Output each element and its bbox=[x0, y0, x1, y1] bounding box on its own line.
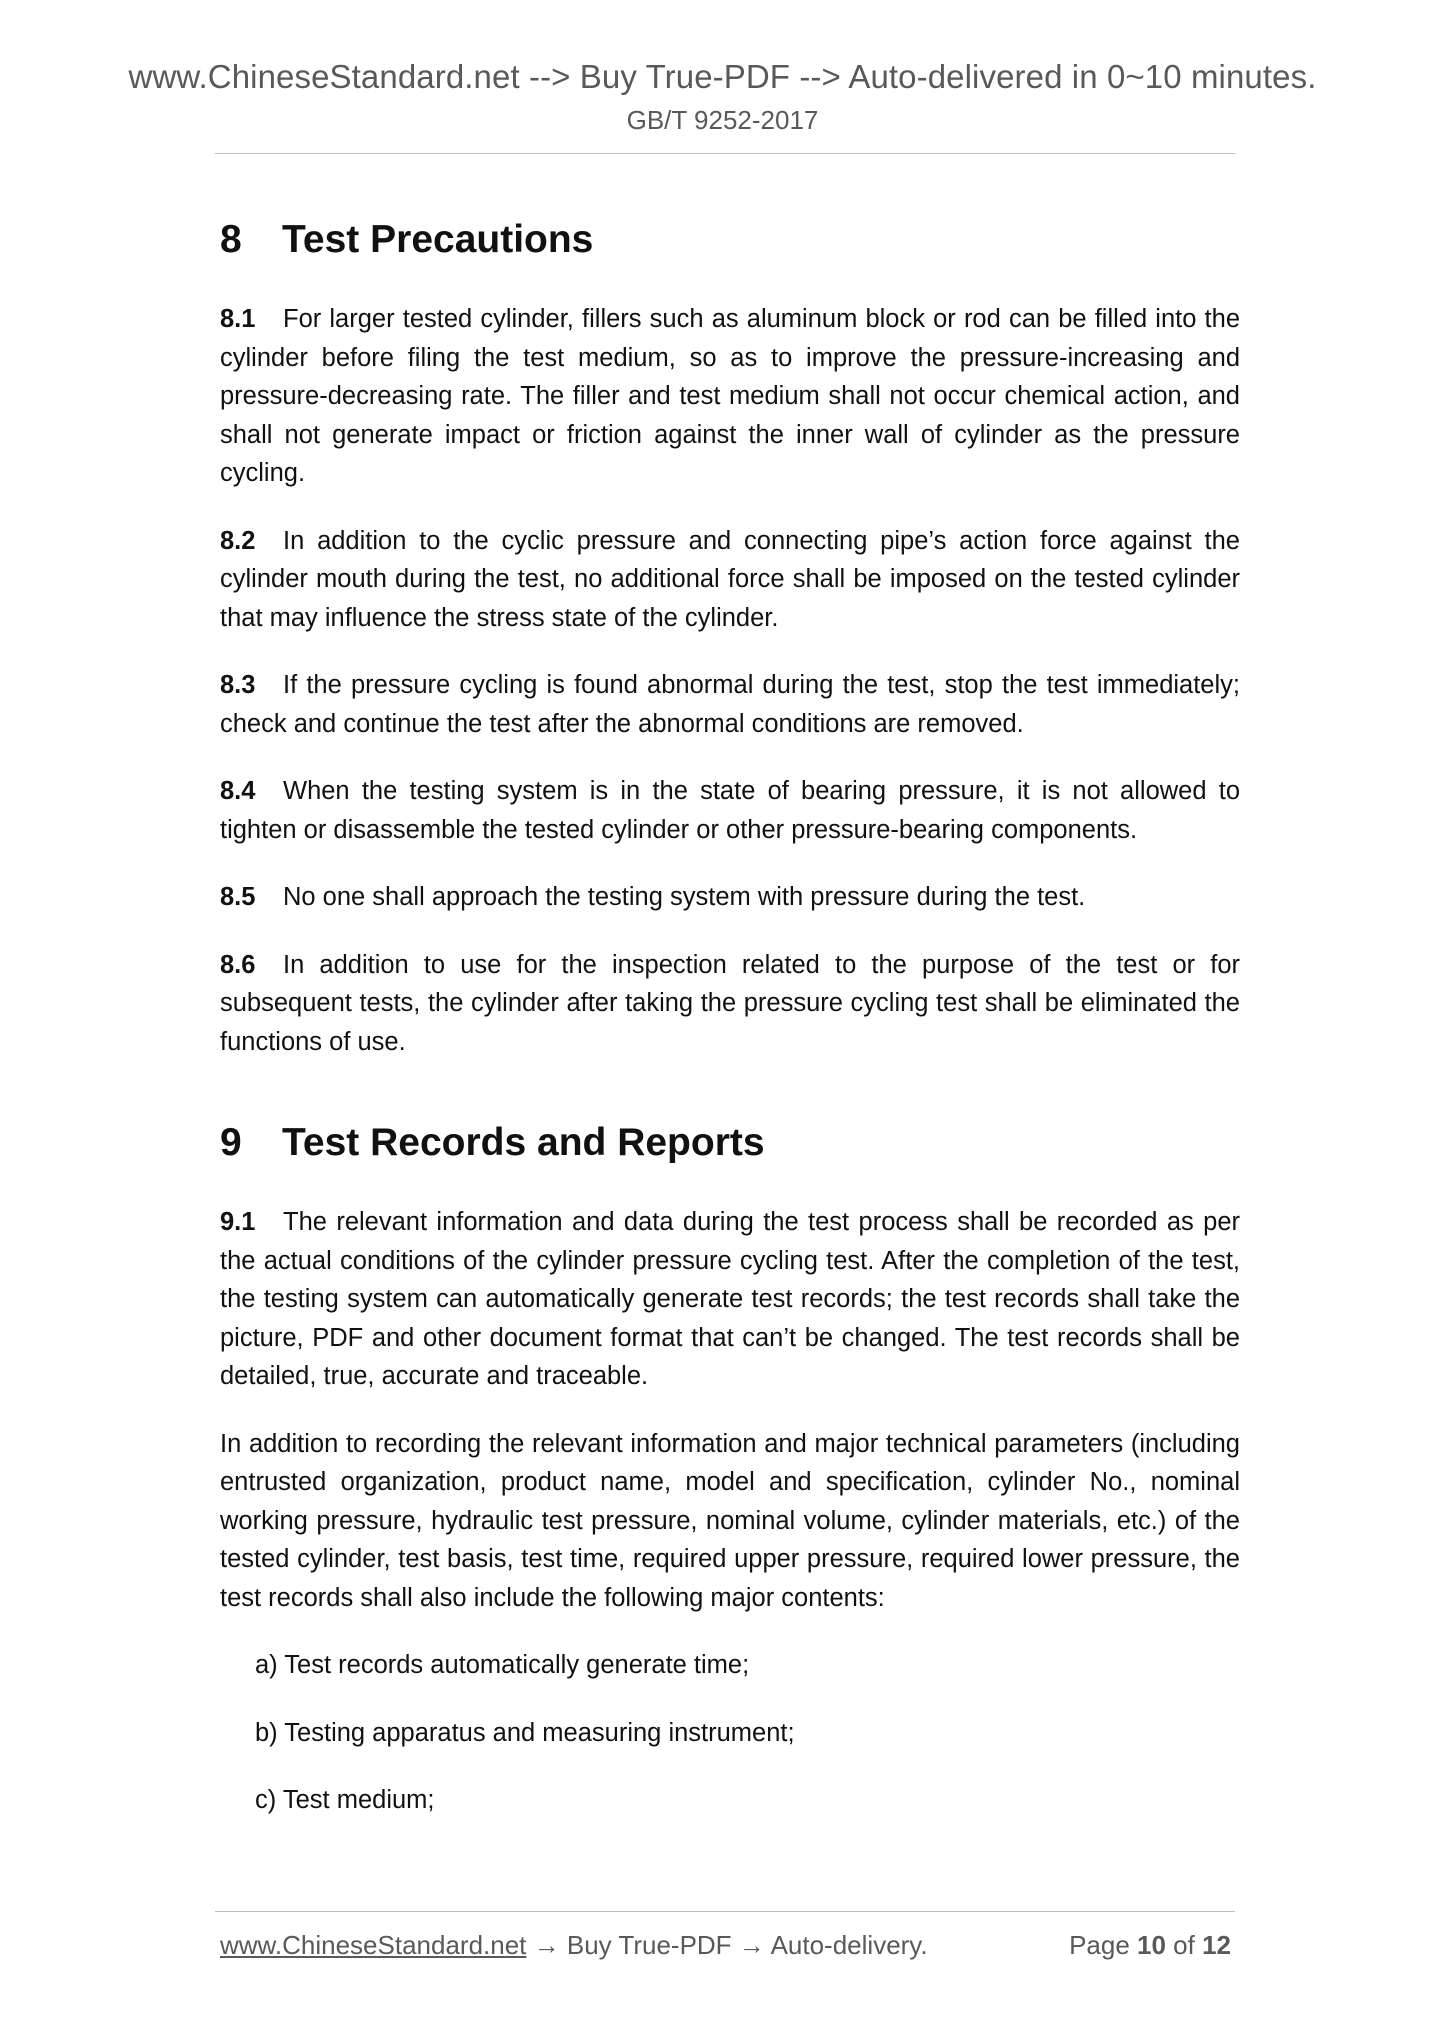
section-9-heading bbox=[220, 1113, 1240, 1173]
section-9-number: 9 bbox=[220, 1121, 242, 1164]
records-paragraph: In addition to recording the relevant information and major technical parameters (including entrusted organization, product name, model and specification, cylinder No., nominal working pressure, hydraulic test pressure, nominal volume, cylinder materials, etc.) of the tested cylinder, test basis, test time, required upper pressure, required lower pressure, the test records shall also include the following major contents: bbox=[220, 1429, 1240, 1612]
clause-8-3 bbox=[220, 666, 1240, 743]
clause-text: No one shall approach the testing system with pressure during the test. bbox=[283, 883, 1086, 911]
clause-8-1 bbox=[220, 300, 1240, 493]
clause-text: For larger tested cylinder, fillers such as aluminum block or rod can be filled into the cylinder before filing the test medium, so as to improve the pressure-increasing and pressure-decreasing rate. The filler and test medium shall not occur chemical action, and shall not generate impact or friction against the inner wall of cylinder as the pressure cycling. bbox=[220, 305, 1240, 487]
clause-number: 8.4 bbox=[220, 777, 256, 805]
list-item-a: a) Test records automatically generate time; bbox=[255, 1651, 750, 1679]
clause-number: 8.5 bbox=[220, 883, 256, 911]
clause-text: The relevant information and data during the test process shall be recorded as per the actual conditions of the cylinder pressure cycling test. After the completion of the test, the testing system can automatically generate test records; the test records shall take the picture, PDF and other document format that can’t be changed. The test records shall be detailed, true, accurate and traceable. bbox=[220, 1208, 1240, 1390]
footer-divider bbox=[215, 1911, 1235, 1912]
clause-text: If the pressure cycling is found abnormal during the test, stop the test immediately; check and continue the test after the abnormal conditions are removed. bbox=[220, 671, 1240, 738]
section-8-number: 8 bbox=[220, 218, 242, 261]
list-item-c: c) Test medium; bbox=[255, 1786, 435, 1814]
header-banner: www.ChineseStandard.net --> Buy True-PDF --> Auto-delivered in 0~10 minutes. bbox=[128, 58, 1317, 95]
page-total: 12 bbox=[1202, 1930, 1231, 1960]
page-indicator bbox=[1069, 1930, 1231, 1961]
footer-promo-text: → Buy True-PDF → Auto-delivery. bbox=[526, 1930, 928, 1960]
page-content bbox=[220, 210, 1240, 1820]
footer-site-link[interactable]: www.ChineseStandard.net bbox=[220, 1930, 527, 1960]
clause-8-6 bbox=[220, 946, 1240, 1062]
clause-number: 9.1 bbox=[220, 1208, 256, 1236]
clause-number: 8.2 bbox=[220, 526, 256, 555]
clause-9-1 bbox=[220, 1203, 1240, 1396]
clause-8-5 bbox=[220, 878, 1240, 917]
clause-number: 8.1 bbox=[220, 305, 256, 333]
page-number: 10 bbox=[1137, 1930, 1166, 1960]
page-label: Page bbox=[1069, 1930, 1138, 1960]
clause-number: 8.6 bbox=[220, 950, 256, 979]
footer-promo bbox=[220, 1930, 928, 1961]
standard-number: GB/T 9252-2017 bbox=[626, 105, 819, 135]
section-9-title: Test Records and Reports bbox=[282, 1121, 765, 1164]
clause-number: 8.3 bbox=[220, 671, 256, 699]
section-8-heading bbox=[220, 210, 1240, 270]
header-divider bbox=[215, 153, 1235, 154]
of-label: of bbox=[1165, 1930, 1203, 1960]
section-8-title: Test Precautions bbox=[282, 218, 594, 261]
clause-text: In addition to the cyclic pressure and connecting pipe’s action force against the cylinder mouth during the test, no additional force shall be imposed on the tested cylinder that may influence the stress state of the cylinder. bbox=[220, 526, 1240, 632]
clause-8-2 bbox=[220, 522, 1240, 638]
list-item-b: b) Testing apparatus and measuring instrument; bbox=[255, 1718, 795, 1747]
clause-text: In addition to use for the inspection related to the purpose of the test or for subsequent tests, the cylinder after taking the pressure cycling test shall be eliminated the functions of use. bbox=[220, 950, 1240, 1056]
clause-text: When the testing system is in the state of bearing pressure, it is not allowed to tighten or disassemble the tested cylinder or other pressure-bearing components. bbox=[220, 777, 1240, 844]
clause-8-4 bbox=[220, 772, 1240, 849]
